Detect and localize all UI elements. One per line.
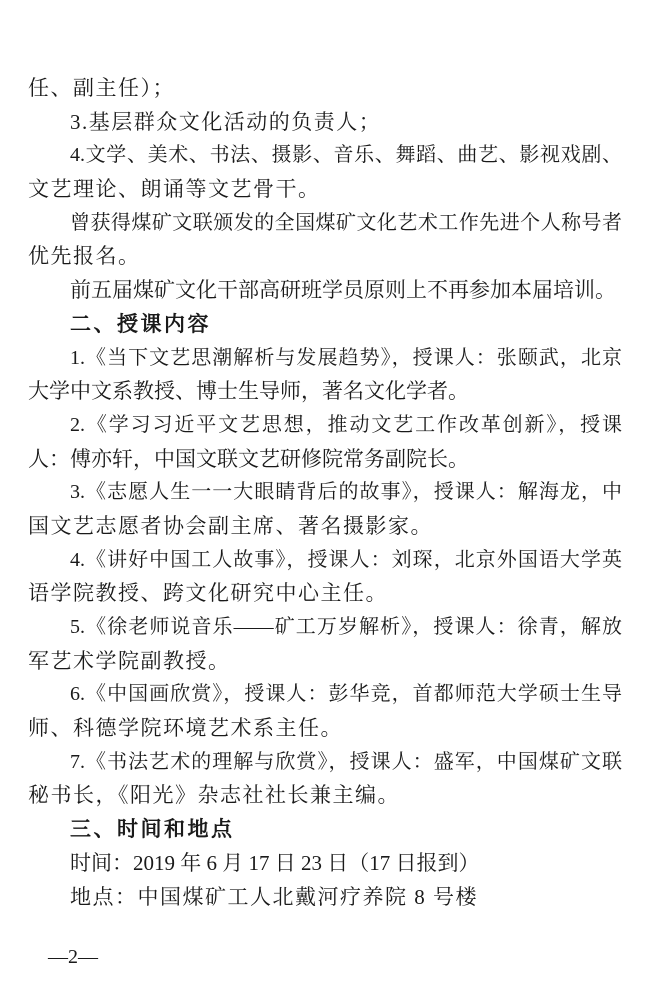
text-line: 6.《中国画欣赏》，授课人：彭华竞，首都师范大学硕士生导 [70,683,622,706]
text-line: 4.文学、美术、书法、摄影、音乐、舞蹈、曲艺、影视戏剧、 [70,144,622,167]
text-line: 大学中文系教授、博士生导师，著名文化学者。 [28,379,469,404]
section-heading: 二、授课内容 [70,312,211,336]
page-number: —2— [48,946,98,969]
text-line: 任、副主任）； [28,76,175,100]
text-line: 3.基层群众文化活动的负责人； [70,109,382,134]
text-line: 优先报名。 [28,244,141,269]
text-line: 1.《当下文艺思潮解析与发展趋势》，授课人：张颐武，北京 [70,346,622,369]
text-line: 曾获得煤矿文联颁发的全国煤矿文化艺术工作先进个人称号者 [70,211,622,234]
text-line: 人：傅亦轩，中国文联文艺研修院常务副院长。 [28,446,469,471]
text-line: 师、科德学院环境艺术系主任。 [28,716,343,741]
text-line: 时间：2019 年 6 月 17 日 23 日（17 日报到） [70,850,480,875]
text-line: 4.《讲好中国工人故事》，授课人：刘琛，北京外国语大学英 [70,548,622,571]
text-line: 地点：中国煤矿工人北戴河疗养院 8 号楼 [70,884,478,909]
text-line: 前五届煤矿文化干部高研班学员原则上不再参加本届培训。 [70,278,616,303]
text-line: 3.《志愿人生一一大眼睛背后的故事》，授课人：解海龙，中 [70,481,622,504]
text-line: 2.《学习习近平文艺思想，推动文艺工作改革创新》，授课 [70,413,622,436]
text-line: 文艺理论、朗诵等文艺骨干。 [28,177,321,202]
text-line: 军艺术学院副教授。 [28,648,231,673]
text-line: 国文艺志愿者协会副主席、著名摄影家。 [28,513,433,538]
text-line: 7.《书法艺术的理解与欣赏》，授课人：盛军，中国煤矿文联 [70,750,622,773]
text-line: 语学院教授、跨文化研究中心主任。 [28,581,388,606]
section-heading: 三、时间和地点 [70,818,235,842]
text-line: 5.《徐老师说音乐——矿工万岁解析》，授课人：徐青，解放 [70,616,622,638]
text-line: 秘书长，《阳光》杂志社社长兼主编。 [28,783,400,808]
